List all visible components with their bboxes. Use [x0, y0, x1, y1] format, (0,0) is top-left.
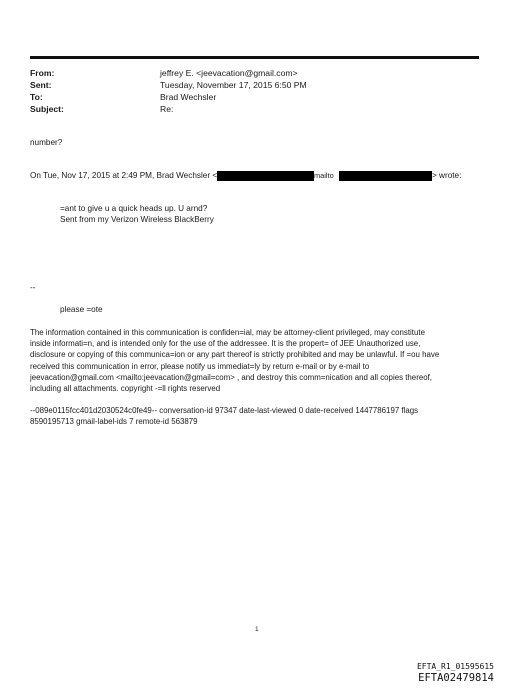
signature-separator: -- — [30, 283, 36, 292]
metadata-paragraph — [30, 405, 482, 427]
metadata-line: --089e0115fcc401d2030524c0fe49-- conversation-id 97347 date-last-viewed 0 date-received 1447786197 flags — [30, 406, 419, 415]
metadata-line: 8590195713 gmail-label-ids 7 remote-id 563879 — [30, 417, 198, 427]
disclaimer-paragraph — [30, 327, 482, 394]
header-rule — [30, 56, 479, 59]
disclaimer-line: disclosure or copying of this communica=ion or any part thereof is strictly prohibited and may be unlawful. If =ou have — [30, 350, 440, 360]
subject-value: Re: — [160, 104, 174, 114]
from-label: From: — [30, 68, 55, 78]
quoted-line: Sent from my Verizon Wireless BlackBerry — [60, 215, 214, 224]
to-label: To: — [30, 92, 43, 102]
disclaimer-line: inside informati=n, and is intended only for the use of the addressee. It is the propert= of JEE Unauthorized use, — [30, 339, 421, 349]
page-number: 1 — [255, 626, 259, 633]
disclaimer-line: jeevacation@gmail.com <mailto:jeevacation@gmail=com> , and destroy this comm=nication and all copies thereof, — [30, 372, 432, 382]
quote-intro-start: On Tue, Nov 17, 2015 at 2:49 PM, Brad Wechsler < — [30, 171, 218, 180]
redaction-bar — [217, 171, 314, 181]
quoted-line: =ant to give u a quick heads up. U arnd? — [60, 204, 208, 213]
sent-label: Sent: — [30, 80, 52, 90]
disclaimer-line: received this communication in error, please notify us immediat=ly by return e-mail or by e-mail to — [30, 361, 370, 371]
disclaimer-line: including all attachments. copyright -=ll rights reserved — [30, 384, 221, 394]
subject-label: Subject: — [30, 104, 64, 114]
bates-stamp-secondary: EFTA02479814 — [418, 672, 494, 684]
please-note: please =ote — [60, 305, 103, 314]
from-value: jeffrey E. <jeevacation@gmail.com> — [160, 68, 298, 78]
redaction-bar — [339, 171, 432, 181]
reply-text: number? — [30, 138, 63, 147]
quote-intro-end: > wrote: — [432, 171, 462, 180]
sent-value: Tuesday, November 17, 2015 6:50 PM — [160, 80, 307, 90]
disclaimer-line: The information contained in this communication is confiden=ial, may be attorney-client privileged, may constitute — [30, 328, 425, 337]
to-value: Brad Wechsler — [160, 92, 217, 102]
bates-stamp-primary: EFTA_R1_01595615 — [416, 662, 494, 671]
quote-intro-mailto: mailto — [314, 171, 334, 180]
